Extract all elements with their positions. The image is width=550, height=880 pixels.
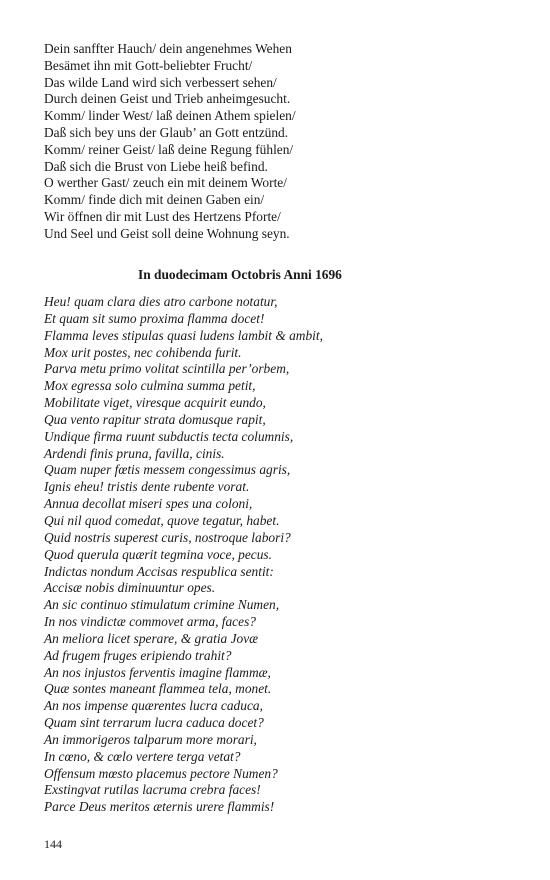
verse-line: Ardendi finis pruna, favilla, cinis.	[44, 445, 225, 461]
verse-line: Daß sich bey uns der Glaub’ an Gott entzünd.	[44, 124, 289, 140]
verse-line: Wir öffnen dir mit Lust des Hertzens Pforte/	[44, 208, 281, 224]
verse-line: Exstingvat rutilas lacruma crebra faces!	[44, 782, 261, 798]
verse-line: Das wilde Land wird sich verbessert sehen/	[44, 74, 277, 90]
verse-line: Parva metu primo volitat scintilla per’orbem,	[44, 361, 290, 377]
verse-line: Daß sich die Brust von Liebe heiß befind.	[44, 158, 268, 174]
latin-poem	[44, 294, 323, 816]
verse-line: Flamma leves stipulas quasi ludens lambit & ambit,	[44, 327, 323, 343]
verse-line: Quæ sontes maneant flammea tela, monet.	[44, 681, 272, 697]
verse-line: Accisæ nobis diminuuntur opes.	[44, 580, 216, 596]
verse-line: Quid nostris superest curis, nostroque labori?	[44, 529, 291, 545]
verse-line: An sic continuo stimulatum crimine Numen,	[44, 597, 280, 613]
verse-line: Parce Deus meritos æternis urere flammis!	[44, 799, 275, 815]
verse-line: Et quam sit sumo proxima flamma docet!	[44, 310, 265, 326]
verse-line: Mobilitate viget, viresque acquirit eundo,	[44, 395, 266, 411]
verse-line: Komm/ finde dich mit deinen Gaben ein/	[44, 192, 265, 208]
verse-line: Quod querula quærit tegmina voce, pecus.	[44, 546, 272, 562]
verse-line: Komm/ reiner Geist/ laß deine Regung fühlen/	[44, 141, 294, 157]
verse-line: Komm/ linder West/ laß deinen Athem spielen/	[44, 108, 296, 124]
poem-heading: In duodecimam Octobris Anni 1696	[138, 267, 342, 282]
verse-line: Mox urit postes, nec cohibenda furit.	[44, 344, 242, 360]
verse-line: Durch deinen Geist und Trieb anheimgesucht.	[44, 91, 291, 107]
verse-line: Dein sanffter Hauch/ dein angenehmes Wehen	[44, 41, 292, 56]
verse-line: An immorigeros talparum more morari,	[44, 731, 257, 747]
verse-line: Quam nuper fœtis messem congessimus agris,	[44, 462, 291, 478]
german-stanza	[44, 41, 296, 243]
verse-line: Ignis eheu! tristis dente rubente vorat.	[44, 479, 250, 495]
verse-line: Indictas nondum Accisas respublica sentit:	[44, 563, 274, 579]
verse-line: Besämet ihn mit Gott-beliebter Frucht/	[44, 57, 253, 73]
verse-line: Quam sint terrarum lucra caduca docet?	[44, 715, 264, 731]
verse-line: An nos impense quærentes lucra caduca,	[44, 698, 263, 714]
verse-line: Mox egressa solo culmina summa petit,	[44, 378, 256, 394]
verse-line: Ad frugem fruges eripiendo trahit?	[44, 647, 232, 663]
verse-line: Qui nil quod comedat, quove tegatur, habet.	[44, 512, 280, 528]
verse-line: In cœno, & cœlo vertere terga vetat?	[44, 748, 241, 764]
verse-line: Offensum mœsto placemus pectore Numen?	[44, 765, 278, 781]
verse-line: Annua decollat miseri spes una coloni,	[44, 496, 253, 512]
verse-line: Und Seel und Geist soll deine Wohnung seyn.	[44, 225, 290, 241]
verse-line: In nos vindictæ commovet arma, faces?	[44, 614, 256, 630]
page-number: 144	[44, 837, 62, 851]
verse-line: Undique firma ruunt subductis tecta columnis,	[44, 428, 294, 444]
verse-line: O werther Gast/ zeuch ein mit deinem Worte/	[44, 175, 287, 191]
verse-line: Heu! quam clara dies atro carbone notatur,	[44, 294, 278, 309]
verse-line: An meliora licet sperare, & gratia Jovæ	[44, 630, 259, 646]
verse-line: Qua vento rapitur strata domusque rapit,	[44, 411, 266, 427]
verse-line: An nos injustos ferventis imagine flammæ,	[44, 664, 271, 680]
